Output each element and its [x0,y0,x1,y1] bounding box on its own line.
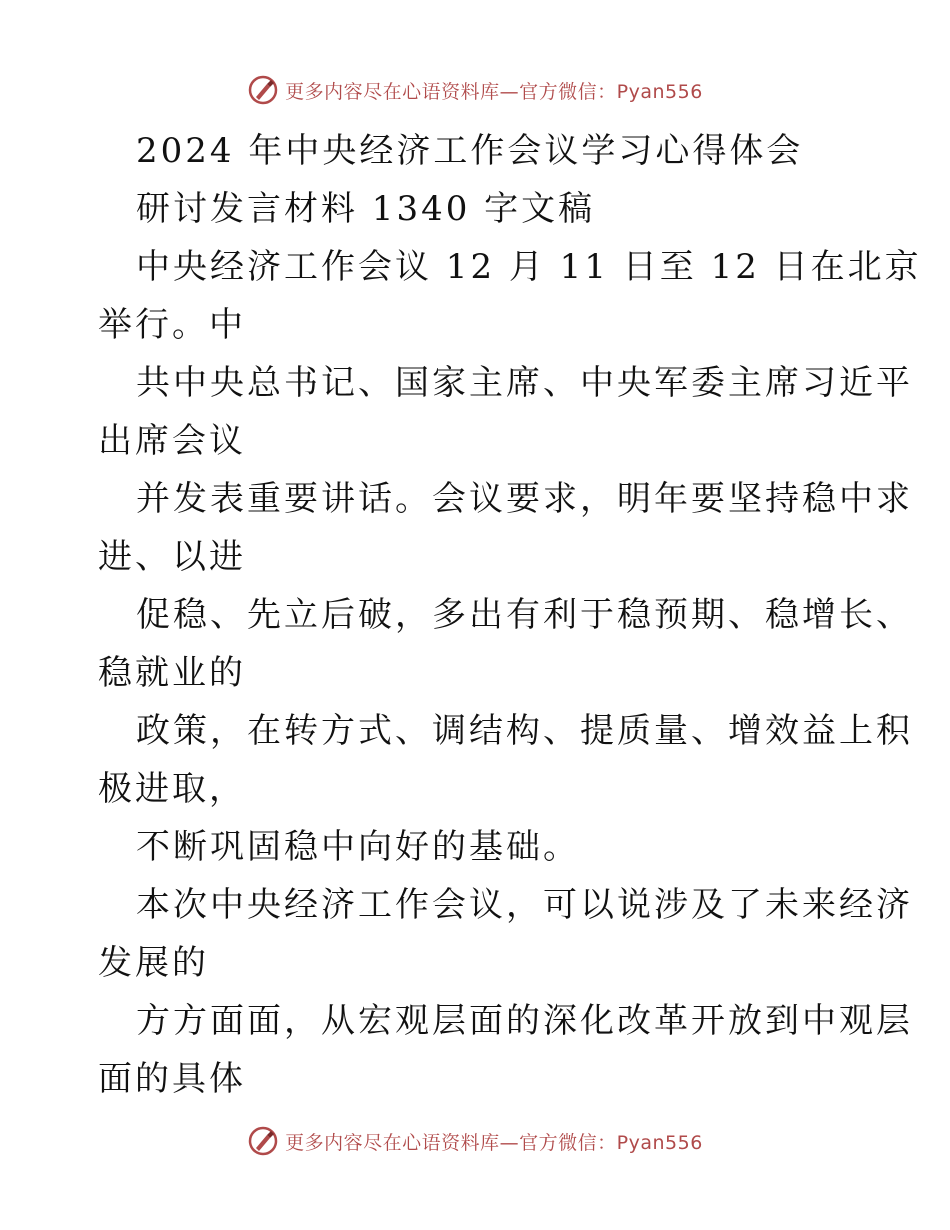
doc-line: 举行。中 [98,305,246,345]
doc-line: 发展的 [98,943,209,983]
doc-line: 并发表重要讲话。会议要求，明年要坚持稳中求 [136,479,913,519]
doc-line: 中央经济工作会议 12 月 11 日至 12 日在北京 [136,247,922,287]
watermark-text: 更多内容尽在心语资料库—官方微信：Pyan556 [285,80,703,103]
pen-seal-logo-icon [247,74,279,106]
doc-line: 极进取， [98,769,246,809]
doc-line: 出席会议 [98,421,246,461]
doc-line: 促稳、先立后破，多出有利于稳预期、稳增长、 [136,595,913,635]
doc-line: 进、以进 [98,537,246,577]
doc-line: 共中央总书记、国家主席、中央军委主席习近平 [136,363,913,403]
pen-seal-logo-icon [247,1125,279,1157]
doc-line: 面的具体 [98,1059,246,1099]
doc-line: 政策，在转方式、调结构、提质量、增效益上积 [136,711,913,751]
doc-line: 不断巩固稳中向好的基础。 [136,827,580,867]
doc-line: 本次中央经济工作会议，可以说涉及了未来经济 [136,885,913,925]
document-body [98,122,922,1108]
footer-watermark [0,1121,950,1161]
doc-line: 2024 年中央经济工作会议学习心得体会 [136,131,804,171]
doc-line: 研讨发言材料 1340 字文稿 [136,189,596,229]
doc-line: 方方面面，从宏观层面的深化改革开放到中观层 [136,1001,913,1041]
header-watermark [0,70,950,110]
watermark-text: 更多内容尽在心语资料库—官方微信：Pyan556 [285,1131,703,1154]
doc-line: 稳就业的 [98,653,246,693]
